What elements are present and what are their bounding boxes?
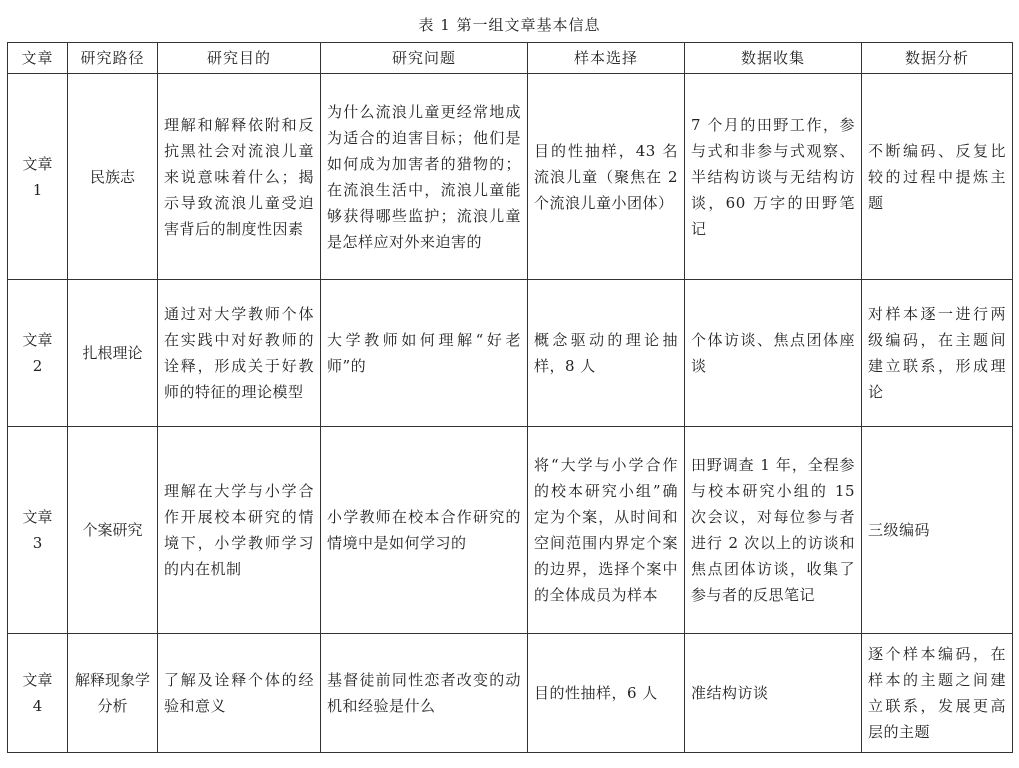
header-purpose: 研究目的 xyxy=(158,43,321,74)
article-cell xyxy=(8,427,68,634)
article-number: 1 xyxy=(32,180,43,199)
analysis-cell: 三级编码 xyxy=(862,427,1013,634)
article-cell xyxy=(8,280,68,427)
analysis-cell: 对样本逐一进行两级编码，在主题间建立联系，形成理论 xyxy=(862,280,1013,427)
question-cell: 为什么流浪儿童更经常地成为适合的迫害目标；他们是如何成为加害者的猎物的；在流浪生活中，流浪儿童能够获得哪些监护；流浪儿童是怎样应对外来迫害的 xyxy=(321,74,528,280)
path-cell: 扎根理论 xyxy=(68,280,158,427)
sample-cell: 概念驱动的理论抽样，8 人 xyxy=(528,280,685,427)
path-cell: 民族志 xyxy=(68,74,158,280)
article-number: 4 xyxy=(32,697,43,715)
article-label: 文章 xyxy=(22,331,53,349)
table-row xyxy=(8,427,1013,634)
path-cell: 个案研究 xyxy=(68,427,158,634)
article-number: 2 xyxy=(32,357,43,375)
table-caption: 表 1 第一组文章基本信息 xyxy=(418,16,601,34)
collection-cell: 田野调查 1 年，全程参与校本研究小组的 15 次会议，对每位参与者进行 2 次以上的访谈和焦点团体访谈，收集了参与者的反思笔记 xyxy=(685,427,862,634)
sample-cell: 目的性抽样，6 人 xyxy=(528,634,685,753)
collection-cell: 7 个月的田野工作，参与式和非参与式观察、半结构访谈与无结构访谈，60 万字的田野笔记 xyxy=(685,74,862,280)
analysis-cell: 逐个样本编码，在样本的主题之间建立联系，发展更高层的主题 xyxy=(862,634,1013,753)
purpose-cell: 通过对大学教师个体在实践中对好教师的诠释，形成关于好教师的特征的理论模型 xyxy=(158,280,321,427)
table-header-row xyxy=(8,43,1013,74)
sample-cell: 将“大学与小学合作的校本研究小组”确定为个案，从时间和空间范围内界定个案的边界，选择个案中的全体成员为样本 xyxy=(528,427,685,634)
article-number: 3 xyxy=(32,534,43,552)
article-label: 文章 xyxy=(22,154,53,173)
article-label: 文章 xyxy=(22,508,53,526)
path-cell: 解释现象学分析 xyxy=(68,634,158,753)
article-label: 文章 xyxy=(22,671,53,689)
table-row xyxy=(8,634,1013,753)
analysis-cell: 不断编码、反复比较的过程中提炼主题 xyxy=(862,74,1013,280)
header-collection: 数据收集 xyxy=(685,43,862,74)
table-row xyxy=(8,74,1013,280)
article-cell xyxy=(8,74,68,280)
purpose-cell: 理解和解释依附和反抗黑社会对流浪儿童来说意味着什么；揭示导致流浪儿童受迫害背后的制度性因素 xyxy=(158,74,321,280)
article-info-table xyxy=(7,42,1013,753)
header-question: 研究问题 xyxy=(321,43,528,74)
table-row xyxy=(8,280,1013,427)
purpose-cell: 理解在大学与小学合作开展校本研究的情境下，小学教师学习的内在机制 xyxy=(158,427,321,634)
purpose-cell: 了解及诠释个体的经验和意义 xyxy=(158,634,321,753)
header-article: 文章 xyxy=(8,43,68,74)
question-cell: 大学教师如何理解“好老师”的 xyxy=(321,280,528,427)
header-path: 研究路径 xyxy=(68,43,158,74)
collection-cell: 个体访谈、焦点团体座谈 xyxy=(685,280,862,427)
collection-cell: 准结构访谈 xyxy=(685,634,862,753)
header-analysis: 数据分析 xyxy=(862,43,1013,74)
sample-cell: 目的性抽样，43 名流浪儿童（聚焦在 2 个流浪儿童小团体） xyxy=(528,74,685,280)
question-cell: 小学教师在校本合作研究的情境中是如何学习的 xyxy=(321,427,528,634)
question-cell: 基督徒前同性恋者改变的动机和经验是什么 xyxy=(321,634,528,753)
header-sample: 样本选择 xyxy=(528,43,685,74)
article-cell xyxy=(8,634,68,753)
